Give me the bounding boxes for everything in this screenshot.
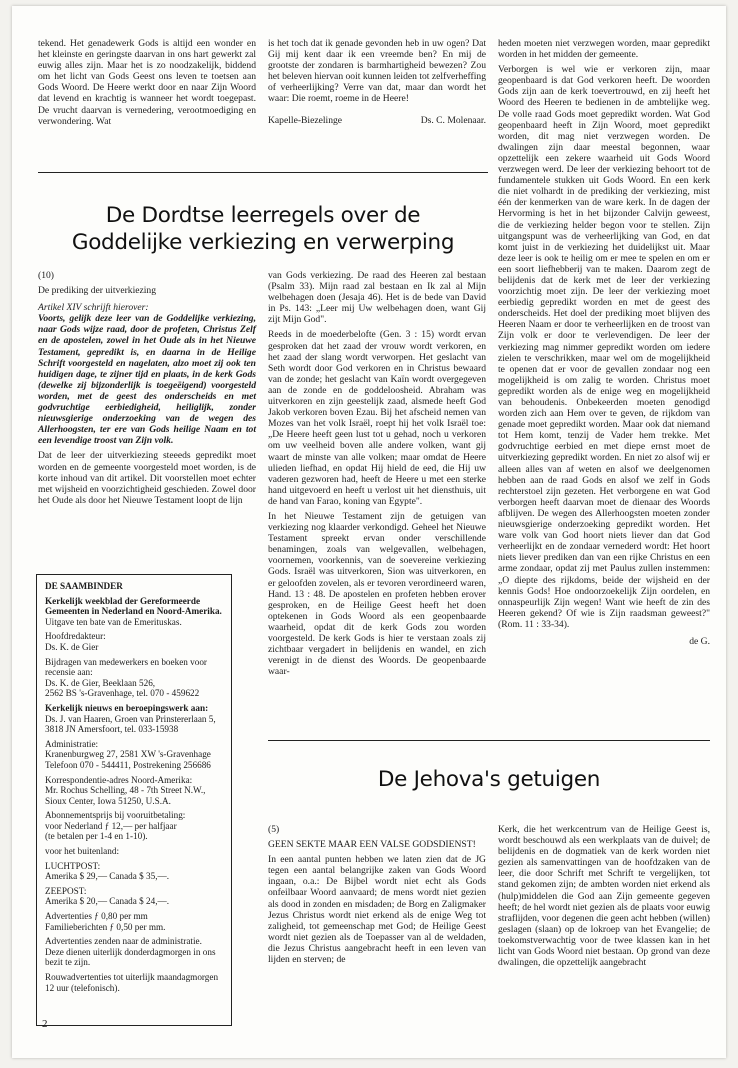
article2-col1-text: In een aantal punten hebben we laten zien dat de JG tegen een aantal belangrijke zaken van Gods Woord ingaan, o.a.: De Bijbel wordt niet echt als Gods onfeilbaar Woord aanvaard; de mens wordt niet gezien als dood in zonden en misdaden; de Borg en Zaligmaker Jezus Christus wordt niet erkend als de enige Weg tot zaligheid, tot gemeenschap met God; de Heilige Geest wordt niet gezien als de Toepasser van al de weldaden, die Jezus Christus aangebracht heeft in een leven van lijden en sterven; de — [268, 854, 486, 966]
article1-col2-p2: Reeds in de moederbelofte (Gen. 3 : 15) wordt ervan gesproken dat het zaad der vrouw wordt verkoren, en het zaad der slang wordt verworpen. Het geslacht van Seth wordt door God verkoren en in Christus bewaard van de zonde; het geslacht van Kaïn wordt overgegeven aan de zonde en de goddeloosheid. Abraham was uitverkoren en zijn geestelijk zaad, alsmede heeft God Jakob verkoren boven Ezau. Bij het afscheid nemen van Mozes van het volk Israël, roept hij het volk Israël toe: „De Heere heeft geen lust tot u gehad, noch u verkoren om uw veelheid boven alle andere volken, want gij waart de minste van alle volken; maar omdat de Heere ulieden liefhad, en opdat Hij hield de eed, die Hij uw vaderen gezworen had, heeft de Heere u met een sterke hand uitgevoerd en heeft u verlost uit het diensthuis, uit de hand van Farao, koning van Egypte". — [268, 329, 486, 507]
article2-top-rule — [268, 740, 710, 741]
corr-label: Korrespondentie-adres Noord-Amerika: — [45, 774, 193, 785]
news-name: Ds. J. van Haaren, Groen van Prinstererlaan 5, 3818 JN Amersfoort, tel. 033-15938 — [45, 713, 216, 735]
top-divider — [38, 172, 488, 173]
air-label: LUCHTPOST: — [45, 860, 101, 871]
article1-column-1 — [38, 270, 256, 510]
adv-note: Advertenties zenden naar de administratie. Deze dienen uiterlijk donderdagmorgen in ons bezit te zijn. — [45, 936, 216, 968]
news-label: Kerkelijk nieuws en beroepingswerk aan: — [45, 702, 209, 713]
artikel-text: Voorts, gelijk deze leer van de Goddelijke verkiezing, naar Gods wijze raad, door de profeten, Christus Zelf en de apostelen, zowel in het Oude als in het Nieuwe Testament, gepredikt is, en daarna in de Heilige Schrift voorgesteld en nagelaten, alzo moet zij ook ten huidigen dage, te zijner tijd en plaats, in de kerk Gods (dewelke zij bijzonderlijk is toegeëigend) voorgesteld worden, met de geest des onderscheids en met godvruchtige eerbiedigheid, heiliglijk, zonder nieuwsgierige onderzoeking van de wegen des Allerhoogsten, ter ere van Gods heilige Naam en tot een levendige troost van Zijn volk. — [38, 313, 256, 447]
admin-addr: Kranenburgweg 27, 2581 XW 's-Gravenhage — [45, 749, 211, 760]
newspaper-page — [12, 6, 726, 1058]
adv-rate: Advertenties ƒ 0,80 per mm — [45, 911, 148, 922]
sea-price: Amerika $ 20,— Canada $ 24,—. — [45, 896, 170, 907]
editor-label: Hoofdredakteur: — [45, 631, 106, 642]
article2-col2-text: Kerk, die het werkcentrum van de Heilige Geest is, wordt beschouwd als een werkplaats van de duivel; de belijdenis en de dogmatiek van de kerk worden niet gezien als samenvattingen van de hoofdzaken van de leer, die door Schrift met Schrift te vergelijken, tot stand gekomen zijn; de ambten worden niet erkend als (hulp)middelen die God aan Zijn gemeente gegeven heeft; de hel wordt niet gezien als de plaats voor euwig straflijden, voor degenen die geen acht hebben (willen) geslagen (slaan) op de lokroep van het Evangelie; de toekomstverwachtig voor de twee klassen kan in het licht van Gods Woord niet bestaan. Op grond van deze dwalingen, die opzettelijk aangebracht — [498, 824, 710, 969]
col3-signature: de G. — [689, 635, 710, 647]
article1-number: (10) — [38, 270, 54, 281]
sea-label: ZEEPOST: — [45, 885, 87, 896]
masthead-sub: Kerkelijk weekblad der Gereformeerde Gemeenten in Nederland en Noord-Amerika. — [45, 595, 222, 617]
top-column-2 — [268, 38, 486, 126]
masthead-publisher: Uitgave ten bate van de Emerituskas. — [45, 616, 182, 627]
article1-col2-p1: van Gods verkiezing. De raad des Heeren zal bestaan (Psalm 33). Mijn raad zal bestaan en Ik zal al Mijn welbehagen doen (Jesaja 46). Het is de bede van David in Ps. 143: „Leer mij Uw welbehagen doen, want Gij zijt Mijn God". — [268, 270, 486, 326]
article1-para1: Dat de leer der uitverkiezing steeeds gepredikt moet worden en de gemeente voorgesteld moet worden, is de korte inhoud van dit artikel. Dit voorstellen moet echter met wijsheid en voorzichtigheid geschieden. Zowel door het Oude als door het Nieuwe Testament loopt de lijn — [38, 450, 256, 506]
article1-column-2 — [268, 270, 486, 681]
col3-top-text: heden moeten niet verzwegen worden, maar gepredikt worden in het midden der gemeente. — [498, 38, 710, 61]
admin-label: Administratie: — [45, 738, 99, 749]
page-number: 2 — [42, 1018, 48, 1030]
article2-title: De Jehova's getuigen — [377, 767, 601, 792]
abo-nl: voor Nederland ƒ 12,— per halfjaar — [45, 820, 177, 831]
top-col1-text: tekend. Het genadewerk Gods is altijd een wonder en het kleinste en geringste daarvan in ons hart gewerkt zal euwig alles zijn. Maar het is zo noodzakelijk, biddend om het licht van Gods Geest ons leven te toetsen aan Gods Woord. De Heere werkt door en naar Zijn Woord dat levend en krachtig is wanneer het wordt toegepast. De vrucht daarvan is vernedering, verootmoediging en verwondering. Wat — [38, 38, 256, 127]
signature — [268, 115, 486, 126]
masthead-box — [36, 574, 232, 1026]
rouw-note: Rouwadvertenties tot uiterlijk maandagmorgen 12 uur (telefonisch). — [45, 972, 219, 993]
abroad-label: voor het buitenland: — [45, 846, 119, 857]
family-rate: Familieberichten ƒ 0,50 per mm. — [45, 921, 166, 932]
contrib-addr: 2562 BS 's-Gravenhage, tel. 070 - 459622 — [45, 688, 200, 699]
article1-title-line2: Goddelijke verkiezing en verwerping — [71, 230, 455, 255]
article1-title — [38, 202, 488, 256]
air-price: Amerika $ 29,— Canada $ 35,—. — [45, 871, 170, 882]
masthead-name: DE SAAMBINDER — [45, 581, 123, 591]
contrib-name: Ds. K. de Gier, Beeklaan 526, — [45, 677, 156, 688]
col3-body-text: Verborgen is wel wie er verkoren zijn, maar geopenbaard is dat God verkoren heeft. De woorden Gods zijn aan de kerk toevertrouwd, en zij heeft het Woord des Heeren te bedienen in de ambtelijke weg. De volle raad Gods moet gepredikt worden. Wat God geopenbaard heeft in Zijn Woord, moet gepredikt worden, dit mag niet verzwegen worden. De dwalingen zijn daar meestal begonnen, waar opzettelijk een zekere waarheid uit Gods Woord verzwegen werd. De leer der verkiezing behoort tot de fundamentele stukken uit Gods Woord. En een kerk die niet volhardt in de prediking der verkiezing, mist één der kenmerken van de ware kerk. In de dagen der Hervorming is het in het bijzonder Calvijn geweest, die de verkiezing helder begon voor te stellen. Zijn uitgangspunt was de verheerlijking van God, en dat komt juist in de verkiezing het duidelijkst uit. Maar deze leer is ook te heilig om er mee te spelen en om er een soort liefhebberij van te maken. Daarom zegt de belijdenis dat de kerk met de leer der verkiezing voorzichtig moet zijn. De leer der verkiezing moet eerbiedig gepredikt worden en met de geest des onderscheids. Het doel der prediking moet blijven des Heeren Naam er door te verheerlijken en de troost van Zijn volk er door te verlevendigen. De leer der verkiezing mag nimmer gepredikt worden om iedere zielen te verschrikken, maar wel om de mogelijkheid te openen dat er voor de gevallen zondaar nog een mogelijkheid is om zalig te worden. Christus moet gepredikt worden als de enige weg en mogelijkheid van behoudenis. Onbekeerden moeten genodigd worden zich aan Hem over te geven, de rijkdom van genade moet gepredikt worden. Maar ook dat niemand tot Hem komt, tenzij de Vader hem trekke. Met godvruchtige eerbied en met diepe ernst moet de uitverkiezing gepredikt worden. En niet zo alsof wij er alleen alles van af weten en alsof we deelgenomen hebben aan de raad Gods en alsof we zelf in Gods rechterstoel zijn gezeten. Het verborgene en wat God verborgen heeft daarvan moet de dienaar des Woords afblijven. De wegen des Allerhoogsten moeten zonder nieuwsgierige onderzoeking gepredikt worden. Het ware volk van God hoort niets liever dan dat God verheerlijkt en de zondaar vernederd wordt: Het hoort niets liever prediken dan van een rijke Christus en een arme zondaar, opdat zij met Paulus zullen instemmen: „O diepte des rijkdoms, beide der wijsheid en der kennis Gods! Hoe ondoorzoekelijk Zijn oordelen, en onnaspeurlijk Zijn wegen! Want wie heeft de zin des Heeren gekend? Of wie is Zijn raadsman geweest?" (Rom. 11 : 33-34). — [498, 64, 710, 630]
abo-label: Abonnementsprijs bij vooruitbetaling: — [45, 810, 186, 821]
admin-tel: Telefoon 070 - 544411, Postrekening 256686 — [45, 759, 211, 770]
top-column-1 — [38, 38, 256, 131]
article2-number: (5) — [268, 824, 280, 835]
article1-column-3 — [498, 38, 710, 651]
article1-col2-p3: In het Nieuwe Testament zijn de getuigen van verkiezing nog klaarder verkondigd. Geheel het Nieuwe Testament spreekt ervan onder verschillende benamingen, zoals van welgevallen, welbehagen, voornemen, voorkennis, van de soevereine verkiezing Gods. Israël was uitverkoren, Sion was uitverkoren, en er geloofden zovelen, als er tevoren verordineerd waren, Hand. 13 : 48. De apostelen en profeten hebben erover gesproken, en de Heilige Geest heeft het doen optekenen in Gods Woord als een geopenbaarde waarheid, opdat dit de kerk Gods zou worden voorgesteld. De kerk Gods is hier te verstaan zoals zij zichtbaar vergadert in belijdenis en wandel, en zich verenigt in de dienst des Woords. De geopenbaarde waar- — [268, 510, 486, 678]
article2-column-2 — [498, 824, 710, 972]
article1-title-line1: De Dordtse leerregels over de — [105, 203, 421, 228]
article2-column-1 — [268, 824, 486, 969]
article2-subtitle: GEEN SEKTE MAAR EEN VALSE GODSDIENST! — [268, 839, 476, 851]
sig-place: Kapelle-Biezelinge — [268, 114, 343, 126]
artikel-intro: Artikel XIV schrijft hierover: — [38, 302, 149, 314]
corr-addr: Mr. Rochus Schelling, 48 - 7th Street N.W., Sioux Center, Iowa 51250, U.S.A. — [45, 785, 206, 806]
abo-note: (te betalen per 1-4 en 1-10). — [45, 831, 148, 842]
contrib-label: Bijdragen van medewerkers en boeken voor recensie aan: — [45, 656, 207, 678]
article1-subtitle: De prediking der uitverkiezing — [38, 285, 157, 297]
top-col2-text: is het toch dat ik genade gevonden heb in uw ogen? Dat Gij mij kent daar ik een vreemde ben? En mij de grootste der zondaren is barmhartigheid bewezen? Zou het beleven hiervan ooit kunnen leiden tot zelfverheffing of verheerlijking? Verre van dat, maar dan wordt het waar: Die roemt, roeme in de Heere! — [268, 38, 487, 105]
editor-name: Ds. K. de Gier — [45, 641, 99, 652]
sig-name: Ds. C. Molenaar. — [420, 114, 486, 126]
